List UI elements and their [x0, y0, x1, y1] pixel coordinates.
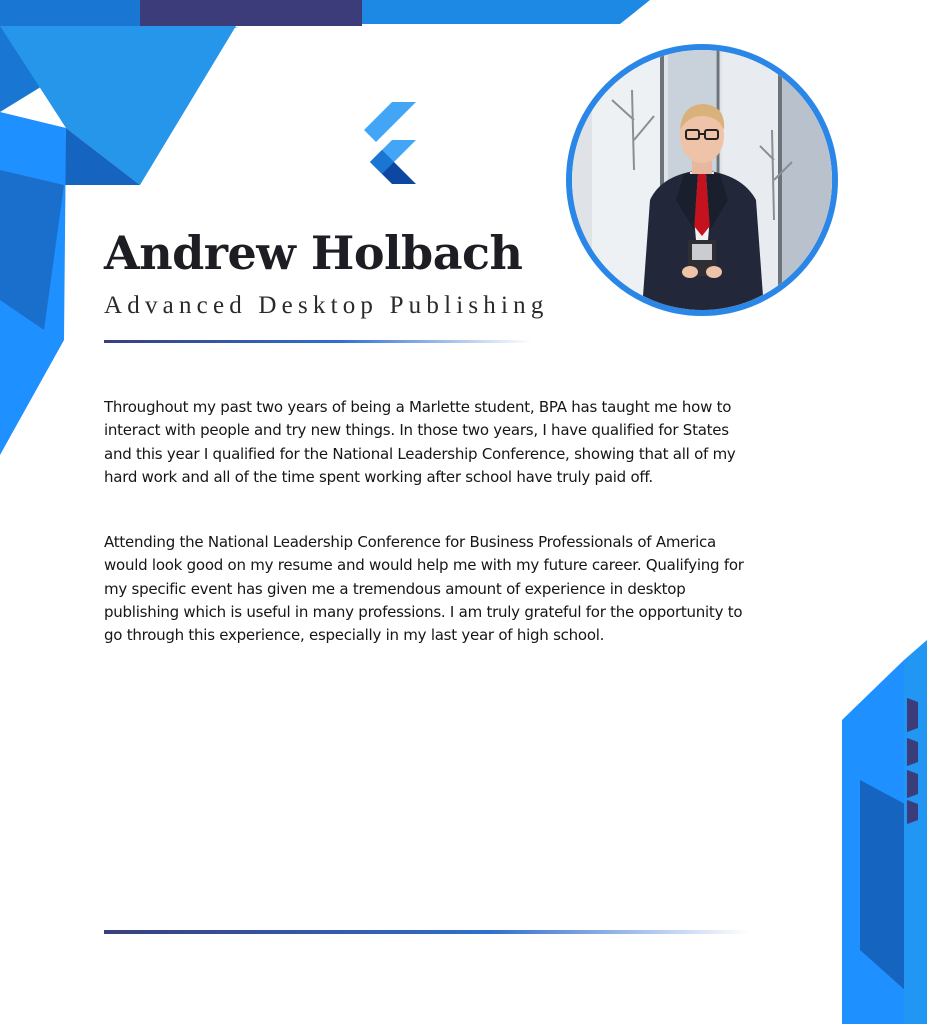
top-blue-bar	[362, 0, 650, 24]
header-divider	[104, 340, 532, 343]
right-dash-2	[907, 738, 918, 766]
student-portrait-photo	[566, 44, 838, 316]
footer-divider	[104, 930, 749, 934]
right-edge-outer	[904, 640, 927, 1024]
flutter-logo-icon	[352, 100, 422, 184]
event-subtitle: Advanced Desktop Publishing	[104, 292, 549, 319]
person-name: Andrew Holbach	[104, 226, 523, 280]
right-dash-3	[907, 770, 918, 798]
right-dash-4	[907, 800, 918, 824]
body-paragraph-2: Attending the National Leadership Conference for Business Professionals of America would look good on my resume and would help me with my future career. Qualifying for my specific event has given me a tremendous amount of experience in desktop publishing which is useful in many professions. I am truly grateful for the opportunity to go through this experience, especially in my last year of high school.	[104, 533, 744, 645]
right-dash-1	[907, 698, 918, 732]
body-paragraph-1: Throughout my past two years of being a Marlette student, BPA has taught me how to interact with people and try new things. In those two years, I have qualified for States and this year I qualified for the National Leadership Conference, showing that all of my hard work and all of the time spent working after school have truly paid off.	[104, 398, 736, 486]
